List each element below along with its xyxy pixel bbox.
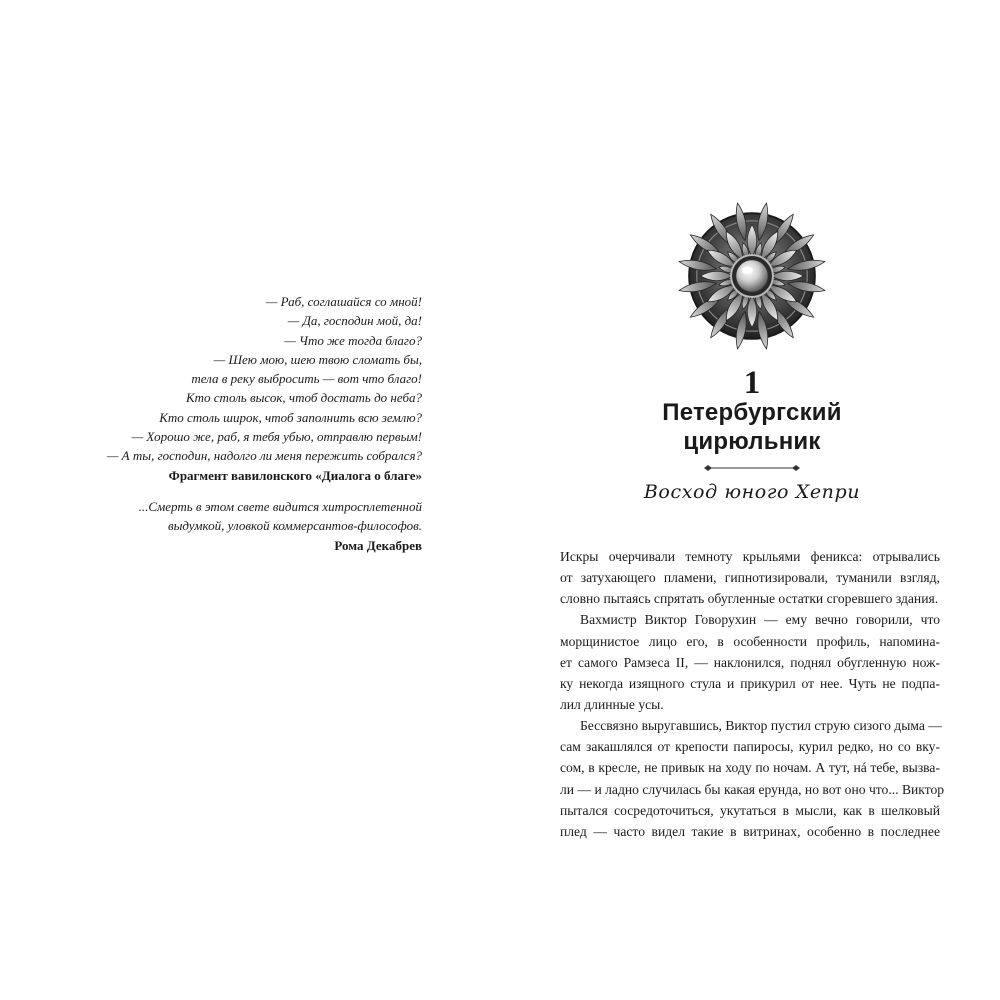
epigraph-line: — Раб, соглашайся со мной!	[265, 294, 422, 309]
body-line: словно пытаясь спрятать обугленные остатки сгоревшего здания.	[560, 591, 939, 607]
silver-mandala-medallion-icon	[675, 196, 829, 356]
diamond-divider-icon	[703, 463, 801, 473]
epigraph-line: выдумкой, уловкой коммерсантов-философов.	[167, 518, 422, 534]
body-line: сом, в кресле, не привык на ходу по ночам. А тут, нá тебе, вызва-	[560, 760, 940, 776]
epigraph-line: — Да, господин мой, да!	[287, 313, 422, 329]
chapter-subtitle: Восход юного Хепри	[643, 481, 861, 503]
body-line: плед — часто видел такие в витринах, особенно в последнее	[560, 823, 940, 839]
body-line: пытался сосредоточиться, укутаться в мысли, как в шелковый	[560, 802, 940, 818]
body-line: Вахмистр Виктор Говорухин — ему вечно говорили, что	[580, 612, 940, 628]
body-line: сам закашлялся от крепости папиросы, курил редко, но со вку-	[560, 739, 940, 755]
epigraph-line: Кто столь широк, чтоб заполнить всю землю?	[159, 409, 422, 425]
body-line: морщинистое лицо его, в особенности профиль, напомина-	[560, 633, 940, 649]
chapter-title-line: Петербургский	[662, 399, 842, 426]
epigraph-line: — Хорошо же, раб, я тебя убью, отправлю первым!	[131, 429, 422, 445]
chapter-title-line: цирюльник	[683, 428, 821, 455]
epigraph-dialogue	[107, 292, 422, 485]
epigraph-line: — А ты, господин, надолго ли меня пережить собрался?	[106, 448, 422, 464]
body-line: ет самого Рамзеса II, — наклонился, поднял обугленную нож-	[560, 654, 940, 670]
body-line: ку некогда изящного стула и прикурил от нее. Чуть не подпа-	[560, 675, 940, 691]
epigraph-line: — Шею мою, шею твою сломать бы,	[213, 351, 422, 367]
epigraph-line: тела в реку выбросить — вот что благо!	[191, 371, 422, 387]
body-line: Искры очерчивали темноту крыльями феникса: отрывались	[560, 549, 940, 564]
epigraph-line: Кто столь высок, чтоб достать до неба?	[186, 390, 422, 406]
epigraph-quote	[139, 497, 422, 555]
chapter-title	[620, 398, 884, 456]
body-line: от затухающего пламени, гипнотизировали, туманили взгляд,	[560, 570, 940, 586]
body-line: Бессвязно выругавшись, Виктор пустил струю сизого дыма —	[580, 718, 942, 734]
epigraph-line: — Что же тогда благо?	[284, 332, 422, 348]
epigraph-attribution: Фрагмент вавилонского «Диалога о благе»	[168, 467, 422, 483]
epigraph-attribution: Рома Декабрев	[334, 537, 422, 553]
body-text	[560, 546, 945, 842]
body-line: лил длинные усы.	[560, 696, 664, 712]
chapter-number: 1	[743, 365, 761, 401]
body-line: ли — и ладно случилась бы какая ерунда, но вот оно что... Виктор	[560, 781, 945, 797]
epigraph-line: ...Смерть в этом свете видится хитросплетенной	[138, 499, 422, 514]
